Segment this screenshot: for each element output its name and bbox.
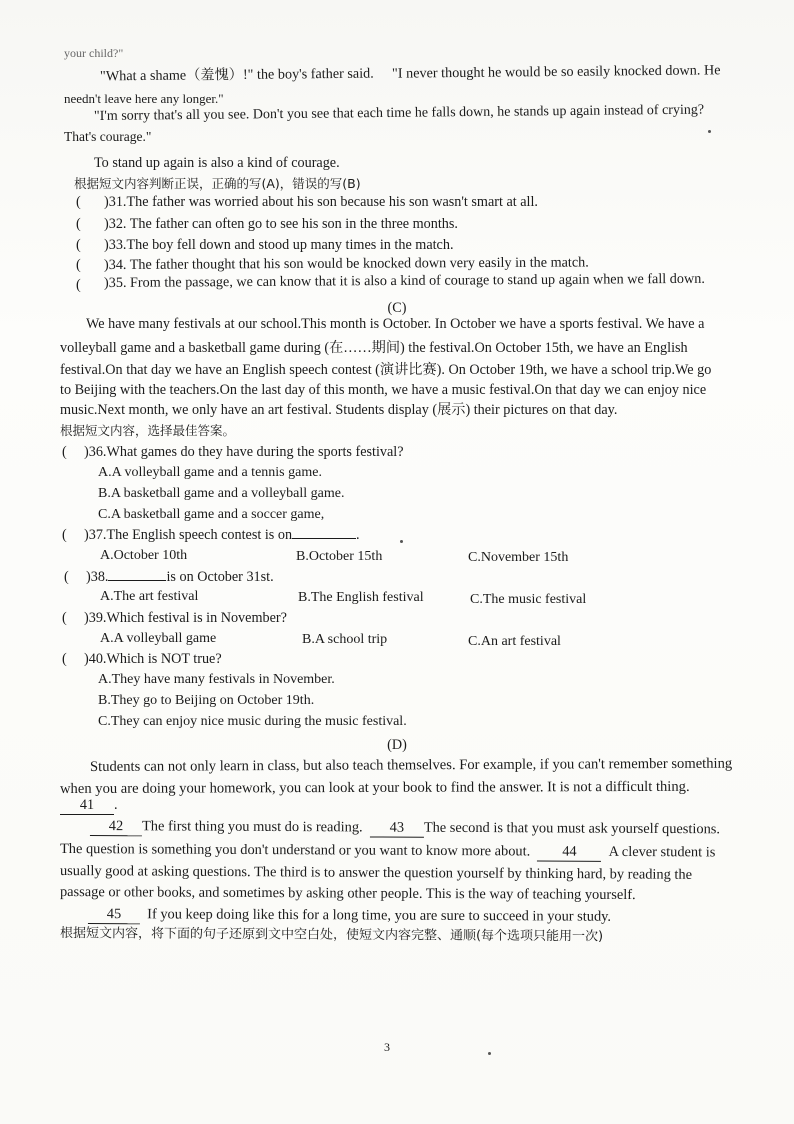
q36-option-b: B.A basketball game and a volleyball game. bbox=[98, 486, 345, 501]
part-d-question-sentence: The question is something you don't understand or you want to know more about. bbox=[59, 841, 531, 860]
q38-blank bbox=[108, 580, 166, 581]
q34-text: )34. The father thought that his son would be knocked down very easily in the match. bbox=[103, 254, 589, 273]
story-line-1a: "What a shame（羞愧）!" the boy's father said. bbox=[99, 65, 374, 85]
q37-option-c: C.November 15th bbox=[468, 550, 569, 565]
q38-paren: ( bbox=[64, 569, 69, 585]
part-d-instruction: 根据短文内容，将下面的句子还原到文中空白处，使短文内容完整、通顺(每个选项只能用一次) bbox=[59, 926, 604, 945]
part-d-sentence-questions: The second is that you must ask yourself questions. bbox=[423, 819, 721, 838]
part-d-para-3 bbox=[88, 905, 611, 927]
story-line-3: "I'm sorry that's all you see. Don't you see that each time he falls down, he stands up again instead of crying? bbox=[93, 102, 705, 124]
part-c-line-5: music.Next month, we only have an art festival. Students display (展示) their pictures on that day. bbox=[60, 402, 618, 418]
q39-option-b: B.A school trip bbox=[302, 632, 388, 647]
q38-tail: is on October 31st. bbox=[166, 569, 274, 585]
q37-stem bbox=[84, 526, 360, 544]
q38-stem bbox=[86, 568, 274, 586]
q40-option-a: A.They have many festivals in November. bbox=[98, 672, 335, 687]
q32-text: )32. The father can often go to see his son in the three months. bbox=[104, 216, 458, 232]
blank-43: 43 bbox=[370, 818, 424, 837]
q39-option-c: C.An art festival bbox=[468, 634, 561, 649]
q36-option-a: A.A volleyball game and a tennis game. bbox=[98, 465, 322, 480]
q37-option-b: B.October 15th bbox=[296, 549, 383, 564]
q40-option-c: C.They can enjoy nice music during the music festival. bbox=[98, 714, 407, 729]
q40-text: )40.Which is NOT true? bbox=[84, 651, 222, 667]
blank-45: 45 bbox=[88, 905, 140, 924]
q36-paren: ( bbox=[62, 444, 67, 460]
q36-text: )36.What games do they have during the sports festival? bbox=[84, 444, 404, 460]
part-b-instruction: 根据短文内容判断正误，正确的写(A)，错误的写(B) bbox=[74, 176, 361, 191]
story-line-0: your child?" bbox=[64, 46, 124, 60]
q31-text: )31.The father was worried about his son because his son wasn't smart at all. bbox=[104, 194, 538, 210]
part-d-para-2-line-1 bbox=[90, 817, 720, 839]
q37-paren: ( bbox=[62, 527, 67, 543]
scan-speck bbox=[400, 540, 403, 543]
q40-paren: ( bbox=[62, 651, 67, 667]
part-c-line-2: volleyball game and a basketball game during (在……期间) the festival.On October 15th, we have an English bbox=[60, 340, 688, 356]
q35-paren: ( bbox=[76, 277, 81, 293]
part-c-heading: (C) bbox=[387, 300, 407, 316]
blank-41-dot: . bbox=[114, 797, 118, 813]
scan-speck bbox=[488, 1052, 491, 1055]
blank-41-line bbox=[60, 796, 118, 815]
part-d-line-1: Students can not only learn in class, but also teach themselves. For example, if you can't remember something bbox=[89, 755, 733, 775]
q37-tail: . bbox=[356, 527, 360, 543]
part-c-instruction: 根据短文内容，选择最佳答案。 bbox=[60, 423, 236, 438]
part-d-para-2-line-2 bbox=[60, 840, 715, 862]
part-c-line-3: festival.On that day we have an English speech contest (演讲比赛). On October 19th, we have a school trip.We go bbox=[60, 362, 712, 378]
q33-paren: ( bbox=[76, 237, 81, 253]
part-d-succeed-sentence: If you keep doing like this for a long time, you are sure to succeed in your study. bbox=[147, 906, 612, 925]
part-c-line-4: to Beijing with the teachers.On the last day of this month, we have a music festival.On that day we can enjoy nice bbox=[60, 382, 707, 398]
q33-text: )33.The boy fell down and stood up many times in the match. bbox=[104, 237, 454, 253]
story-line-5: To stand up again is also a kind of courage. bbox=[94, 155, 340, 171]
scan-speck bbox=[708, 130, 711, 133]
q34-paren: ( bbox=[76, 257, 81, 273]
q37-blank bbox=[292, 538, 356, 539]
q31-paren: ( bbox=[76, 194, 81, 210]
q38-option-b: B.The English festival bbox=[298, 590, 424, 605]
page-number: 3 bbox=[384, 1040, 390, 1054]
story-line-2: needn't leave here any longer." bbox=[64, 91, 224, 106]
part-c-line-1: We have many festivals at our school.This month is October. In October we have a sports festival. We have a bbox=[86, 316, 705, 332]
part-d-line-2: when you are doing your homework, you can look at your book to find the answer. It is not a difficult thing. bbox=[59, 778, 690, 797]
blank-42: 42 bbox=[90, 817, 142, 836]
blank-41: 41 bbox=[60, 796, 114, 815]
part-d-para-2-line-4: passage or other books, and sometimes by asking other people. This is the way of teaching yourself. bbox=[59, 884, 636, 904]
q37-option-a: A.October 10th bbox=[100, 548, 188, 563]
q32-paren: ( bbox=[76, 216, 81, 232]
q39-paren: ( bbox=[62, 610, 67, 626]
q37-text: )37.The English speech contest is on bbox=[84, 527, 293, 543]
q36-option-c: C.A basketball game and a soccer game, bbox=[98, 507, 325, 522]
q39-text: )39.Which festival is in November? bbox=[84, 610, 287, 626]
part-d-clever-student: A clever student is bbox=[608, 843, 716, 861]
story-line-4: That's courage." bbox=[64, 129, 152, 144]
q38-text: )38. bbox=[86, 569, 109, 585]
story-line-1b: "I never thought he would be so easily knocked down. He bbox=[391, 62, 721, 82]
part-d-para-2-line-3: usually good at asking questions. The third is to answer the question yourself by thinking hard, by reading the bbox=[59, 863, 693, 883]
part-d-heading: (D) bbox=[387, 737, 407, 753]
blank-44: 44 bbox=[537, 843, 601, 862]
q38-option-c: C.The music festival bbox=[470, 592, 587, 607]
q39-option-a: A.A volleyball game bbox=[100, 631, 217, 646]
q35-text: )35. From the passage, we can know that it is also a kind of courage to stand up again when we fall down. bbox=[103, 270, 705, 291]
q38-option-a: A.The art festival bbox=[100, 589, 199, 604]
q40-option-b: B.They go to Beijing on October 19th. bbox=[98, 693, 315, 708]
part-d-sentence-reading: The first thing you must do is reading. bbox=[141, 818, 363, 836]
